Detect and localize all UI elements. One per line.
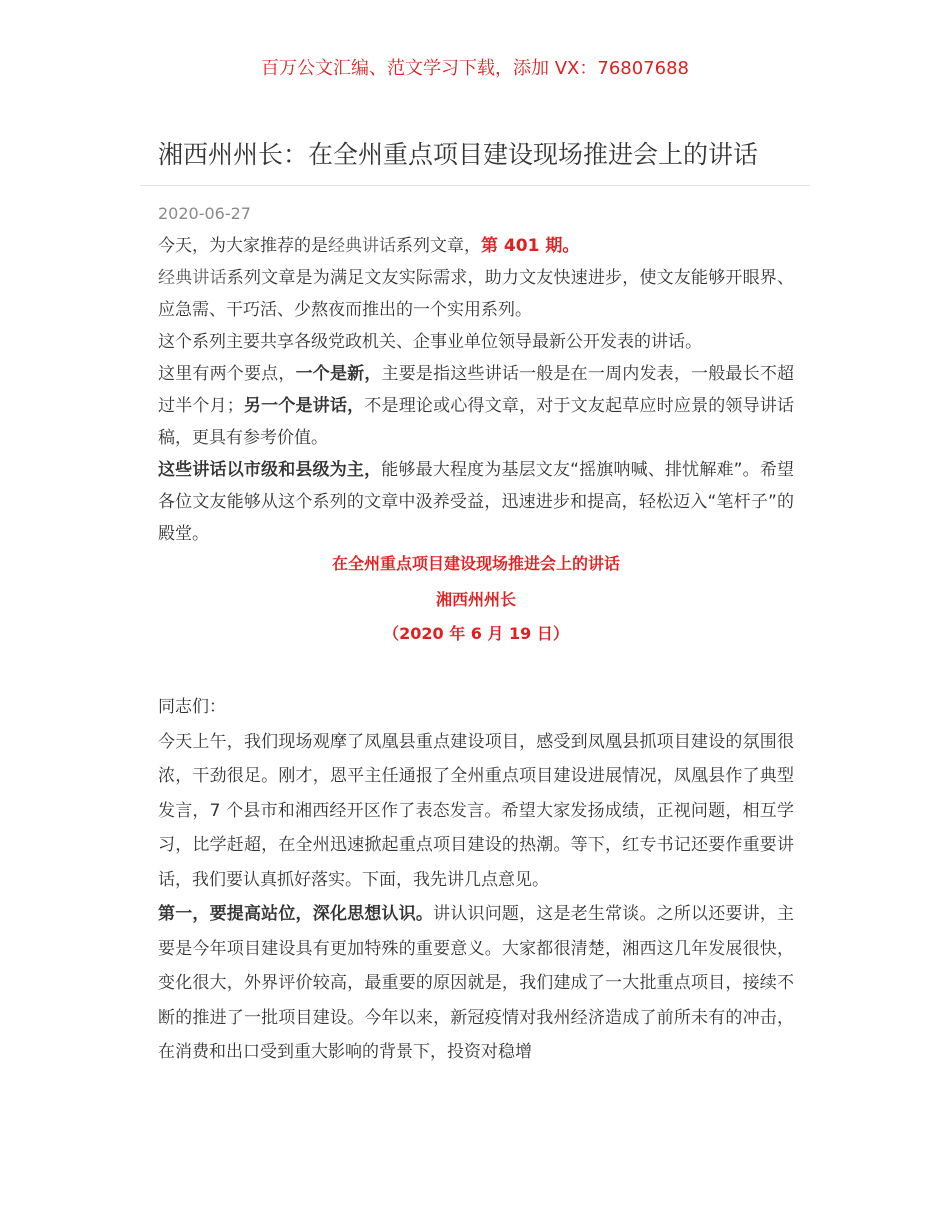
intro-text: 能够最大程度为基层文友“摇旗呐喊、排忧解难”。希望各位文友能够从这个系列的文章中汲养受益，迅速进步和提高，轻松迈入“笔杆子”的殿堂。	[158, 460, 794, 544]
speech-text: 讲认识问题，这是老生常谈。之所以还要讲，主要是今年项目建设具有更加特殊的重要意义。大家都很清楚，湘西这几年发展很快，变化很大，外界评价较高，最重要的原因就是，我们建成了一大批重点项目，接续不断的推进了一批项目建设。今年以来，新冠疫情对我州经济造成了前所未有的冲击，在消费和出口受到重大影响的背景下，投资对稳增	[158, 904, 795, 1062]
intro-text: 不是理论或心得文章，对于文友起草应时应景的领导讲话稿，更具有参考价值。	[158, 396, 795, 448]
intro-paragraph	[158, 262, 794, 326]
speech-paragraph	[158, 897, 794, 1070]
intro-text: 这个系列主要共享各级党政机关、企事业单位领导最新公开发表的讲话。	[158, 332, 702, 352]
intro-paragraph	[158, 358, 794, 454]
intro-text: 这里有两个要点，	[158, 364, 296, 384]
intro-text: 系列文章，	[396, 236, 481, 256]
key-point: 这些讲话以市级和县级为主，	[158, 460, 382, 480]
speech-date: （2020 年 6 月 19 日）	[383, 624, 569, 643]
promo-banner: 百万公文汇编、范文学习下载，添加 VX：76807688	[261, 58, 689, 79]
intro-text: 系列文章是为满足文友实际需求，助力文友快速进步，使文友能够开眼界、应急需、干巧活、少熬夜而推出的一个实用系列。	[158, 268, 795, 320]
intro-paragraph	[158, 454, 794, 550]
series-name: 经典讲话	[158, 268, 227, 288]
title-divider	[140, 185, 810, 186]
issue-number: 第 401 期。	[481, 236, 580, 256]
intro-text: 主要是指这些讲话一般是在一周内发表，一般最长不超过半个月；	[158, 364, 795, 416]
publish-date: 2020-06-27	[158, 204, 251, 223]
series-intro	[158, 230, 794, 550]
series-name: 经典讲话	[328, 236, 396, 256]
speech-paragraph: 今天上午，我们现场观摩了凤凰县重点建设项目，感受到凤凰县抓项目建设的氛围很浓，干劲很足。刚才，恩平主任通报了全州重点项目建设进展情况，凤凰县作了典型发言，7 个县市和湘西经开区作了表态发言。希望大家发扬成绩，正视问题，相互学习，比学赶超，在全州迅速掀起重点项目建设的热潮。等下，红专书记还要作重要讲话，我们要认真抓好落实。下面，我先讲几点意见。	[158, 731, 794, 890]
intro-paragraph	[158, 230, 794, 262]
speech-heading: 在全州重点项目建设现场推进会上的讲话	[331, 554, 620, 573]
speech-body	[158, 690, 794, 1070]
intro-text: 今天，为大家推荐的是	[158, 236, 328, 256]
key-point: 一个是新，	[295, 364, 382, 384]
key-point: 另一个是讲话，	[243, 396, 365, 416]
intro-paragraph	[158, 326, 794, 358]
speech-speaker: 湘西州州长	[435, 590, 516, 609]
article-title: 湘西州州长：在全州重点项目建设现场推进会上的讲话	[158, 140, 759, 169]
salutation: 同志们：	[158, 697, 226, 717]
section-heading: 第一，要提高站位，深化思想认识。	[158, 904, 434, 924]
